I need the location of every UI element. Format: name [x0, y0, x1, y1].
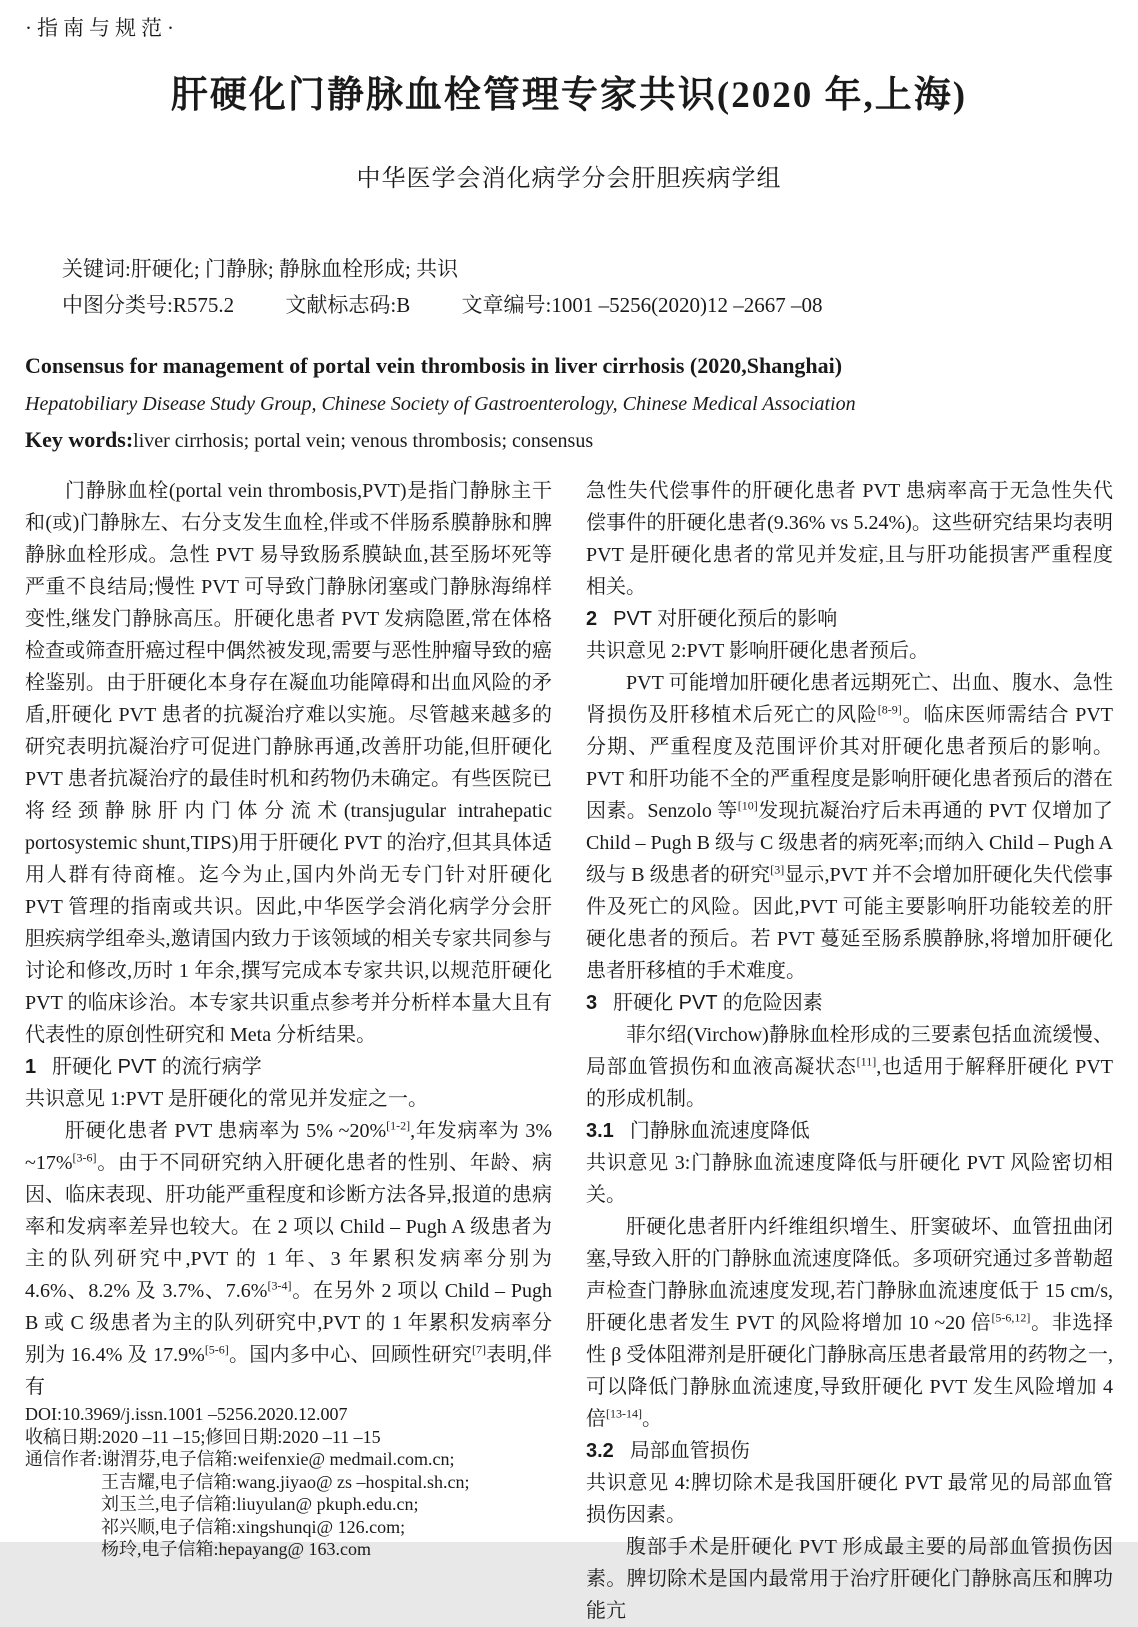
paragraph-flow-velocity: 肝硬化患者肝内纤维组织增生、肝窦破坏、血管扭曲闭塞,导致入肝的门静脉血流速度降低。多项研究通过多普勒超声检查门静脉血流速度发现,若门静脉血流速度低于 15 cm/s,肝硬化患者发生 PVT 的风险将增加 10 ~20 倍[5-6,12]。非选择性 β 受体阻滞剂是肝硬化门静脉高压患者最常用的药物之一,可以降低门静脉血流速度,导致肝硬化 PVT 发生风险增加 4 倍[13-14]。: [586, 1216, 1114, 1430]
correspondence-line: 杨玲,电子信箱:hepayang@ 163.com: [101, 1539, 372, 1559]
dates-line: 收稿日期:2020 –11 –15;修回日期:2020 –11 –15: [25, 1426, 381, 1447]
two-column-body: [25, 475, 1114, 1622]
section-heading-3: [586, 987, 1113, 1019]
section-number: 2: [586, 608, 598, 630]
paragraph-virchow: 菲尔绍(Virchow)静脉血栓形成的三要素包括血流缓慢、局部血管损伤和血液高凝状态[11],也适用于解释肝硬化 PVT 的形成机制。: [586, 1024, 1113, 1110]
doi-line: DOI:10.3969/j.issn.1001 –5256.2020.12.007: [25, 1404, 348, 1424]
column-mark: ·指南与规范·: [25, 16, 179, 40]
clc-label: 中图分类号:: [62, 293, 173, 317]
article-title-cn: 肝硬化门静脉血栓管理专家共识(2020 年,上海): [170, 75, 968, 116]
doc-code-item: [285, 293, 410, 317]
right-column: [586, 475, 1114, 1622]
affiliation-cn: 中华医学会消化病学分会肝胆疾病学组: [356, 166, 782, 192]
section-number: 3.1: [586, 1120, 614, 1142]
correspondence-line: 祁兴顺,电子信箱:xingshunqi@ 126.com;: [101, 1516, 406, 1537]
clc-value: R575.2: [172, 293, 235, 317]
paragraph-epidemiology: 肝硬化患者 PVT 患病率为 5% ~20%[1-2],年发病率为 3% ~17%[3-6]。由于不同研究纳入肝硬化患者的性别、年龄、病因、临床表现、肝功能严重程度和诊断方法各异,报道的患病率和发病率差异也较大。在 2 项以 Child – Pugh A 级患者为主的队列研究中,PVT 的 1 年、3 年累积发病率分别为 4.6%、8.2% 及 3.7%、7.6%[3-4]。在另外 2 项以 Child – Pugh B 或 C 级患者为主的队列研究中,PVT 的 1 年累积发病率分别为 16.4% 及 17.9%[5-6]。国内多中心、回顾性研究[7]表明,伴有: [25, 1118, 553, 1398]
keywords-line: [62, 251, 1113, 287]
keywords-value: 肝硬化; 门静脉; 静脉血栓形成; 共识: [130, 257, 459, 281]
section-title: 肝硬化 PVT 的流行病学: [52, 1056, 262, 1078]
section-title: PVT 对肝硬化预后的影响: [613, 608, 838, 630]
section-heading-2: [586, 603, 1113, 635]
paragraph-continuation: 急性失代偿事件的肝硬化患者 PVT 患病率高于无急性失代偿事件的肝硬化患者(9.36% vs 5.24%)。这些研究结果均表明 PVT 是肝硬化患者的常见并发症,且与肝功能损害严重程度相关。: [586, 480, 1113, 598]
consensus-statement-4: 共识意见 4:脾切除术是我国肝硬化 PVT 最常见的局部血管损伤因素。: [586, 1472, 1113, 1526]
section-number: 1: [25, 1056, 37, 1078]
keywords-value-en: liver cirrhosis; portal vein; venous thrombosis; consensus: [133, 430, 594, 452]
correspondence-line: 王吉耀,电子信箱:wang.jiyao@ zs –hospital.sh.cn;: [101, 1471, 470, 1492]
doc-code-value: B: [396, 293, 411, 317]
affiliation-en: Hepatobiliary Disease Study Group, Chinese Society of Gastroenterology, Chinese Medical Association: [25, 393, 856, 415]
article-no-item: [461, 293, 822, 317]
keywords-label: 关键词:: [62, 257, 131, 281]
consensus-statement-3: 共识意见 3:门静脉血流速度降低与肝硬化 PVT 风险密切相关。: [586, 1152, 1113, 1206]
paragraph-vessel-injury: 腹部手术是肝硬化 PVT 形成最主要的局部血管损伤因素。脾切除术是国内最常用于治疗肝硬化门静脉高压和脾功能亢: [586, 1536, 1113, 1622]
correspondence-line: 通信作者:谢渭芬,电子信箱:weifenxie@ medmail.com.cn;: [25, 1449, 455, 1469]
footnote-block: [25, 1403, 552, 1569]
section-number: 3: [586, 992, 598, 1014]
keywords-label-en: Key words:: [25, 427, 134, 452]
section-title: 肝硬化 PVT 的危险因素: [613, 992, 823, 1014]
consensus-statement-2: 共识意见 2:PVT 影响肝硬化患者预后。: [586, 640, 929, 662]
keywords-line-en: [25, 426, 1113, 455]
subsection-heading-3-1: [586, 1115, 1113, 1147]
classification-line: [62, 287, 1113, 323]
subsection-heading-3-2: [586, 1435, 1113, 1467]
section-title: 局部血管损伤: [629, 1440, 750, 1462]
english-header-block: [25, 351, 1113, 455]
paragraph-intro: 门静脉血栓(portal vein thrombosis,PVT)是指门静脉主干和(或)门静脉左、右分支发生血栓,伴或不伴肠系膜静脉和脾静脉血栓形成。急性 PVT 易导致肠系膜缺血,甚至肠坏死等严重不良结局;慢性 PVT 可导致门静脉闭塞或门静脉海绵样变性,继发门静脉高压。肝硬化患者 PVT 发病隐匿,常在体格检查或筛查肝癌过程中偶然被发现,需要与恶性肿瘤导致的癌栓鉴别。由于肝硬化本身存在凝血功能障碍和出血风险的矛盾,肝硬化 PVT 患者的抗凝治疗难以实施。尽管越来越多的研究表明抗凝治疗可促进门静脉再通,改善肝功能,但肝硬化 PVT 患者抗凝治疗的最佳时机和药物仍未确定。有些医院已将经颈静脉肝内门体分流术(transjugular intrahepatic portosystemic shunt,TIPS)用于肝硬化 PVT 的治疗,但其具体适用人群有待商榷。迄今为止,国内外尚无专门针对肝硬化 PVT 管理的指南或共识。因此,中华医学会消化病学分会肝胆疾病学组牵头,邀请国内致力于该领域的相关专家共同参与讨论和修改,历时 1 年余,撰写完成本专家共识,以规范肝硬化 PVT 的临床诊治。本专家共识重点参考并分析样本量大且有代表性的原创性研究和 Meta 分析结果。: [25, 480, 552, 1046]
section-heading-1: [25, 1051, 552, 1083]
doc-code-label: 文献标志码:: [285, 293, 397, 317]
clc-item: [62, 293, 234, 317]
section-title: 门静脉血流速度降低: [629, 1120, 810, 1142]
article-no-label: 文章编号:: [461, 293, 552, 317]
correspondence-line: 刘玉兰,电子信箱:liuyulan@ pkuph.edu.cn;: [101, 1494, 419, 1514]
paragraph-prognosis: PVT 可能增加肝硬化患者远期死亡、出血、腹水、急性肾损伤及肝移植术后死亡的风险[8-9]。临床医师需结合 PVT 分期、严重程度及范围评价其对肝硬化患者预后的影响。PVT 和肝功能不全的严重程度是影响肝硬化患者预后的潜在因素。Senzolo 等[10]发现抗凝治疗后未再通的 PVT 仅增加了 Child – Pugh B 级与 C 级患者的病死率;而纳入 Child – Pugh A 级与 B 级患者的研究[3]显示,PVT 并不会增加肝硬化失代偿事件及死亡的风险。因此,PVT 可能主要影响肝功能较差的肝硬化患者的预后。若 PVT 蔓延至肠系膜静脉,将增加肝硬化患者肝移植的手术难度。: [586, 672, 1114, 982]
article-no-value: 1001 –5256(2020)12 –2667 –08: [551, 293, 823, 317]
article-title-en: Consensus for management of portal vein thrombosis in liver cirrhosis (2020,Shanghai): [25, 353, 843, 378]
section-number: 3.2: [586, 1440, 614, 1462]
cn-meta-block: [25, 251, 1113, 323]
consensus-statement-1: 共识意见 1:PVT 是肝硬化的常见并发症之一。: [25, 1088, 428, 1110]
left-column: [25, 475, 553, 1559]
